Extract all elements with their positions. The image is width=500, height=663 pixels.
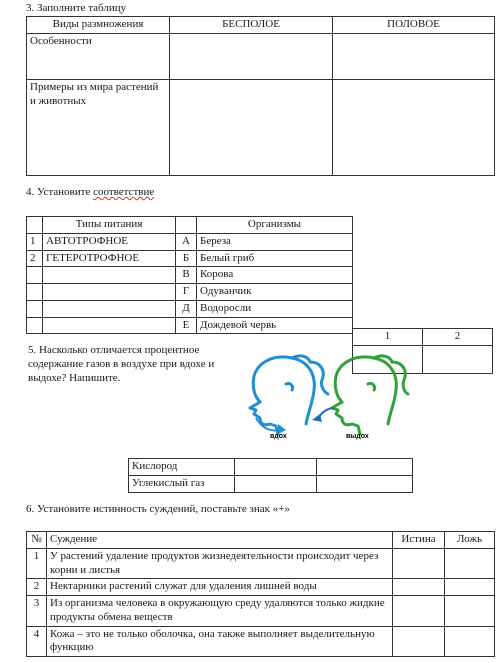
task3-header-sexual: ПОЛОВОЕ xyxy=(333,17,495,34)
task3-table xyxy=(26,16,495,176)
exhale-head-icon xyxy=(332,356,408,434)
task3-cell-asexual-features[interactable] xyxy=(170,33,333,79)
task6-row-num: 4 xyxy=(27,626,47,657)
task5-gas-table xyxy=(128,458,413,493)
task6-title: 6. Установите истинность суждений, поставьте знак «+» xyxy=(26,503,290,515)
exhale-label: выдох xyxy=(346,433,369,440)
task6-table xyxy=(26,531,495,657)
task6-row-num: 3 xyxy=(27,596,47,627)
task6-header-statement: Суждение xyxy=(47,532,393,549)
task4-row-letter: В xyxy=(176,267,197,284)
task4-row-num xyxy=(27,317,43,334)
task4-row-organism: Водоросли xyxy=(197,300,353,317)
task6-false-cell[interactable] xyxy=(445,548,495,579)
task4-row-type: ГЕТЕРОТРОФНОЕ xyxy=(43,250,176,267)
task4-row-organism: Одуванчик xyxy=(197,284,353,301)
task4-answer-header-1: 1 xyxy=(353,329,423,346)
task4-header-num xyxy=(27,217,43,234)
gas-cell-co2-exhale[interactable] xyxy=(317,475,413,492)
task3-row-features: Особенности xyxy=(27,33,170,79)
task4-row-num xyxy=(27,284,43,301)
gas-cell-oxygen-exhale[interactable] xyxy=(317,459,413,476)
task4-row-type xyxy=(43,317,176,334)
task4-header-organisms: Организмы xyxy=(197,217,353,234)
breathing-illustration xyxy=(230,348,410,443)
gas-cell-oxygen-inhale[interactable] xyxy=(235,459,317,476)
task4-title xyxy=(26,186,154,200)
task4-row-organism: Белый гриб xyxy=(197,250,353,267)
task4-row-letter: Г xyxy=(176,284,197,301)
task4-answer-header-2: 2 xyxy=(423,329,493,346)
task6-true-cell[interactable] xyxy=(393,548,445,579)
task6-row-num: 2 xyxy=(27,579,47,596)
task6-header-num: № xyxy=(27,532,47,549)
task4-row-num xyxy=(27,267,43,284)
task4-row-type xyxy=(43,284,176,301)
task4-header-letter xyxy=(176,217,197,234)
task4-answer-cell-2[interactable] xyxy=(423,345,493,373)
task6-true-cell[interactable] xyxy=(393,626,445,657)
task4-row-organism: Корова xyxy=(197,267,353,284)
task3-header-asexual: БЕСПОЛОЕ xyxy=(170,17,333,34)
task3-title: 3. Заполните таблицу xyxy=(26,2,127,14)
task4-row-letter: Б xyxy=(176,250,197,267)
task4-row-letter: Д xyxy=(176,300,197,317)
task3-cell-sexual-examples[interactable] xyxy=(333,79,495,175)
task6-row-num: 1 xyxy=(27,548,47,579)
inhale-head-icon xyxy=(250,356,328,434)
task6-false-cell[interactable] xyxy=(445,579,495,596)
task4-row-num: 2 xyxy=(27,250,43,267)
gas-row-oxygen: Кислород xyxy=(129,459,235,476)
task6-row-statement: Нектарники растений служат для удаления лишней воды xyxy=(47,579,393,596)
task5-question: 5. Насколько отличается процентное содержание газов в воздухе при вдохе и выдохе? Напишите. xyxy=(28,344,215,384)
task6-row-statement: Из организма человека в окружающую среду удаляются только жидкие продукты обмена веществ xyxy=(47,596,393,627)
task6-false-cell[interactable] xyxy=(445,626,495,657)
task6-row-statement: У растений удаление продуктов жизнедеятельности происходит через корни и листья xyxy=(47,548,393,579)
task4-row-num xyxy=(27,300,43,317)
task3-row-examples: Примеры из мира растений и животных xyxy=(27,79,170,175)
task6-false-cell[interactable] xyxy=(445,596,495,627)
task4-row-letter: Е xyxy=(176,317,197,334)
task3-header-types: Виды размножения xyxy=(27,17,170,34)
task4-row-type xyxy=(43,300,176,317)
task6-row-statement: Кожа – это не только оболочка, она также выполняет выделительную функцию xyxy=(47,626,393,657)
task4-row-num: 1 xyxy=(27,233,43,250)
task4-row-type: АВТОТРОФНОЕ xyxy=(43,233,176,250)
task4-row-organism: Дождевой червь xyxy=(197,317,353,334)
task4-header-types: Типы питания xyxy=(43,217,176,234)
task4-table xyxy=(26,216,353,334)
task6-header-true: Истина xyxy=(393,532,445,549)
exhale-arrow-icon xyxy=(312,408,334,422)
task4-title-word: соответствие xyxy=(93,186,155,198)
task4-row-letter: А xyxy=(176,233,197,250)
inhale-label: вдох xyxy=(270,433,287,440)
task4-title-prefix: 4. Установите xyxy=(26,186,94,198)
task4-row-organism: Береза xyxy=(197,233,353,250)
gas-row-co2: Углекислый газ xyxy=(129,475,235,492)
task3-cell-sexual-features[interactable] xyxy=(333,33,495,79)
gas-cell-co2-inhale[interactable] xyxy=(235,475,317,492)
task6-true-cell[interactable] xyxy=(393,579,445,596)
task3-cell-asexual-examples[interactable] xyxy=(170,79,333,175)
task4-row-type xyxy=(43,267,176,284)
task6-header-false: Ложь xyxy=(445,532,495,549)
task6-true-cell[interactable] xyxy=(393,596,445,627)
